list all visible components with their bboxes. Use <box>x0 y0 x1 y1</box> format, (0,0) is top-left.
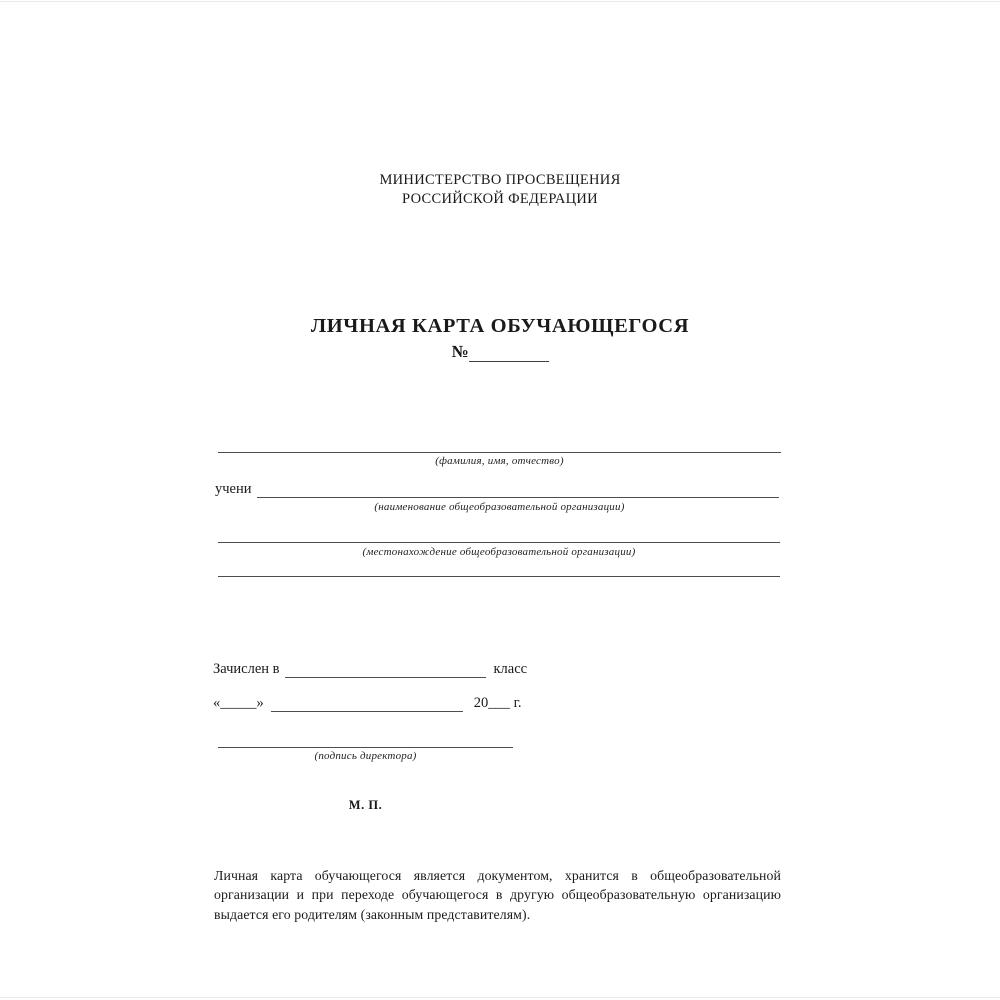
number-row <box>0 342 1000 361</box>
date-day-placeholder: «_____» <box>213 695 264 711</box>
ministry-header <box>0 171 1000 209</box>
org-location-blank-line <box>218 542 780 543</box>
number-label: № <box>451 342 469 361</box>
date-month-blank-line <box>271 696 463 712</box>
document-title: ЛИЧНАЯ КАРТА ОБУЧАЮЩЕГОСЯ <box>310 315 690 337</box>
org-name-blank-line <box>257 482 780 498</box>
enrolled-class-blank-line <box>285 662 486 678</box>
fio-blank-line <box>218 452 781 453</box>
enrolled-suffix: класс <box>493 661 528 677</box>
date-year-text: 20___ г. <box>473 695 522 711</box>
date-row <box>213 695 522 712</box>
fio-caption: (фамилия, имя, отчество) <box>435 455 564 467</box>
org-location-caption: (местонахождение общеобразовательной организации) <box>362 546 636 558</box>
number-blank-line <box>469 344 549 362</box>
page-edge-top <box>0 1 1000 2</box>
signature-caption: (подпись директора) <box>314 750 417 762</box>
ministry-line-1: МИНИСТЕРСТВО ПРОСВЕЩЕНИЯ <box>379 172 621 188</box>
ministry-line-2: РОССИЙСКОЙ ФЕДЕРАЦИИ <box>402 191 598 207</box>
page-edge-bottom <box>0 997 1000 998</box>
extra-blank-line <box>218 576 780 577</box>
footer-note: Личная карта обучающегося является документом, хранится в общеобразовательной организации и при переходе обучающегося в другую общеобразовательную организацию выдается его родителям (законным представителям). <box>214 868 781 922</box>
student-org-row <box>215 481 779 498</box>
signature-blank-line <box>218 747 513 748</box>
enrolled-label: Зачислен в <box>213 661 280 677</box>
enrolled-row <box>213 661 527 678</box>
org-name-caption: (наименование общеобразовательной организации) <box>374 501 625 513</box>
student-label: учени <box>215 481 252 497</box>
seal-mark: М. П. <box>348 798 383 812</box>
